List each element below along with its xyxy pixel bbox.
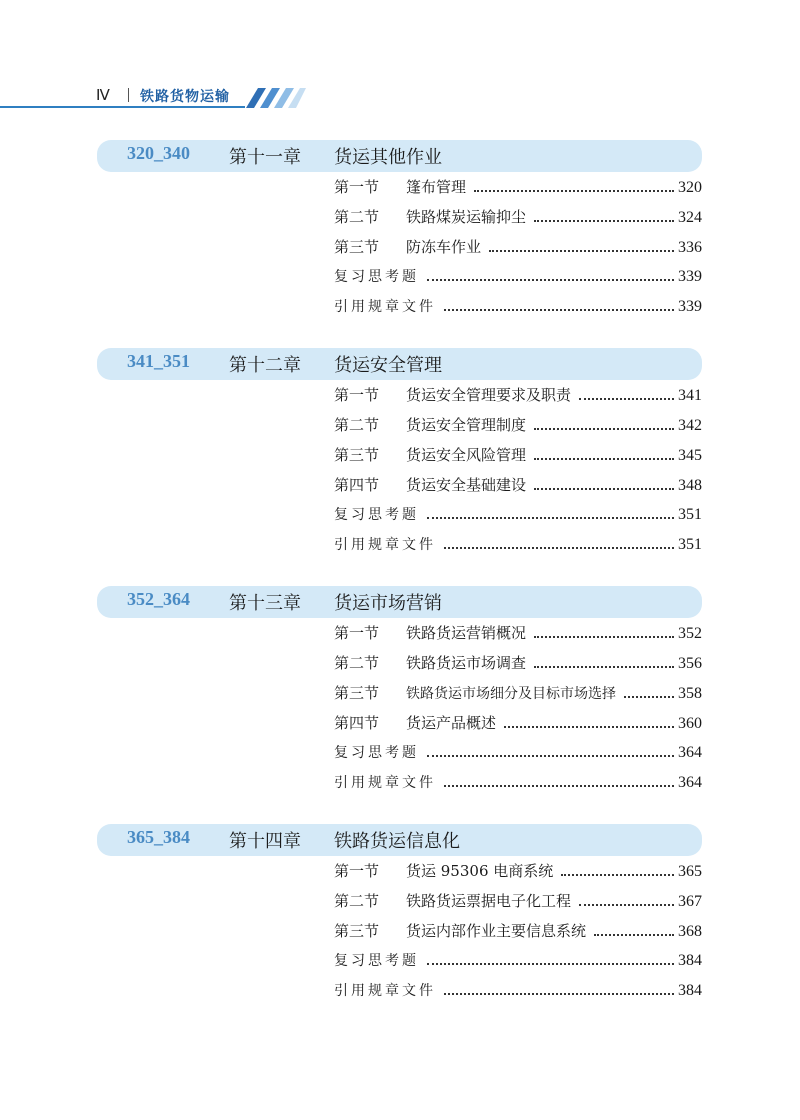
leader-dots (427, 962, 674, 965)
section-number: 第二节 (334, 208, 380, 226)
page-ref: 364 (678, 744, 702, 761)
leader-dots (444, 992, 674, 995)
toc-entry[interactable] (334, 236, 702, 260)
toc-entry[interactable] (334, 682, 702, 706)
section-title: 铁路货运票据电子化工程 (406, 892, 572, 910)
page-ref: 356 (678, 655, 702, 672)
leader-dots (504, 725, 674, 728)
section-number: 第一节 (334, 862, 380, 880)
page-number: Ⅳ (96, 88, 110, 104)
section-number: 第三节 (334, 238, 380, 256)
section-number: 第一节 (334, 386, 380, 404)
chapter-number: 第十三章 (229, 593, 301, 614)
header-separator (128, 88, 129, 102)
running-header (0, 84, 800, 114)
page-ref: 339 (678, 268, 702, 285)
page-ref: 351 (678, 506, 702, 523)
toc-entry-review[interactable] (334, 266, 702, 290)
review-questions-label: 复习思考题 (334, 269, 419, 285)
leader-dots (579, 397, 674, 400)
page-ref: 348 (678, 477, 702, 494)
chapter-page-range: 341_351 (127, 351, 190, 371)
page-ref: 320 (678, 179, 702, 196)
leader-dots (534, 487, 674, 490)
section-number: 第一节 (334, 624, 380, 642)
section-title: 铁路货运市场调查 (406, 654, 527, 672)
review-questions-label: 复习思考题 (334, 953, 419, 969)
page-ref: 351 (678, 536, 702, 553)
leader-dots (444, 546, 674, 549)
page-ref: 367 (678, 893, 702, 910)
page-ref: 341 (678, 387, 702, 404)
toc-entry[interactable] (334, 622, 702, 646)
page-ref: 360 (678, 715, 702, 732)
leader-dots (489, 249, 674, 252)
section-number: 第一节 (334, 178, 380, 196)
page-ref: 345 (678, 447, 702, 464)
toc-entry[interactable] (334, 414, 702, 438)
leader-dots (427, 278, 674, 281)
toc-entry[interactable] (334, 384, 702, 408)
toc-entry-references[interactable] (334, 296, 702, 320)
chapter-page-range: 320_340 (127, 143, 190, 163)
toc-entry[interactable] (334, 652, 702, 676)
chapter-title: 货运市场营销 (334, 593, 442, 614)
leader-dots (624, 695, 674, 698)
page-ref: 358 (678, 685, 702, 702)
references-label: 引用规章文件 (334, 775, 436, 791)
page-ref: 384 (678, 982, 702, 999)
section-title: 货运安全管理要求及职责 (406, 386, 572, 404)
leader-dots (444, 308, 674, 311)
toc-entry[interactable] (334, 444, 702, 468)
section-title: 货运安全管理制度 (406, 416, 527, 434)
leader-dots (534, 635, 674, 638)
page-ref: 364 (678, 774, 702, 791)
toc-entry[interactable] (334, 920, 702, 944)
chapter-number: 第十四章 (229, 831, 301, 852)
page-ref: 352 (678, 625, 702, 642)
chapter-number: 第十一章 (229, 147, 301, 168)
page-ref: 342 (678, 417, 702, 434)
section-title: 货运安全基础建设 (406, 476, 527, 494)
references-label: 引用规章文件 (334, 537, 436, 553)
chapter-title: 货运其他作业 (334, 147, 442, 168)
page-ref: 339 (678, 298, 702, 315)
leader-dots (534, 427, 674, 430)
toc-entry-references[interactable] (334, 772, 702, 796)
toc-entry[interactable] (334, 890, 702, 914)
section-title: 铁路货运营销概况 (406, 624, 527, 642)
toc-entry[interactable] (334, 712, 702, 736)
section-title: 货运产品概述 (406, 714, 497, 732)
section-title: 防冻车作业 (406, 238, 482, 256)
book-title: 铁路货物运输 (140, 89, 230, 105)
section-number: 第四节 (334, 476, 380, 494)
leader-dots (444, 784, 674, 787)
toc-entry-review[interactable] (334, 504, 702, 528)
chapter-page-range: 365_384 (127, 827, 190, 847)
page-ref: 368 (678, 923, 702, 940)
section-title: 货运安全风险管理 (406, 446, 527, 464)
toc-entry-references[interactable] (334, 534, 702, 558)
leader-dots (474, 189, 674, 192)
toc-entry-review[interactable] (334, 742, 702, 766)
toc-entry[interactable] (334, 474, 702, 498)
leader-dots (534, 665, 674, 668)
toc-entry-review[interactable] (334, 950, 702, 974)
leader-dots (534, 457, 674, 460)
review-questions-label: 复习思考题 (334, 745, 419, 761)
chapter-page-range: 352_364 (127, 589, 190, 609)
section-number: 第四节 (334, 714, 380, 732)
section-number: 第二节 (334, 892, 380, 910)
section-number: 第三节 (334, 684, 380, 702)
leader-dots (594, 933, 674, 936)
section-title: 铁路货运市场细分及目标市场选择 (406, 686, 616, 702)
section-title: 货运内部作业主要信息系统 (406, 922, 587, 940)
toc-entry-references[interactable] (334, 980, 702, 1004)
section-number: 第三节 (334, 922, 380, 940)
leader-dots (427, 754, 674, 757)
leader-dots (534, 219, 674, 222)
review-questions-label: 复习思考题 (334, 507, 419, 523)
page-ref: 365 (678, 863, 702, 880)
toc-entry[interactable] (334, 860, 702, 884)
section-number: 第三节 (334, 446, 380, 464)
page-ref: 336 (678, 239, 702, 256)
section-title: 铁路煤炭运输抑尘 (406, 208, 527, 226)
page-ref: 384 (678, 952, 702, 969)
section-number: 第二节 (334, 416, 380, 434)
page-ref: 324 (678, 209, 702, 226)
section-number: 第二节 (334, 654, 380, 672)
chapter-title: 铁路货运信息化 (334, 831, 460, 852)
leader-dots (579, 903, 674, 906)
header-stripes-decoration (236, 88, 306, 108)
chapter-number: 第十二章 (229, 355, 301, 376)
leader-dots (561, 873, 674, 876)
leader-dots (427, 516, 674, 519)
chapter-title: 货运安全管理 (334, 355, 442, 376)
references-label: 引用规章文件 (334, 299, 436, 315)
toc-entry[interactable] (334, 176, 702, 200)
header-rule (0, 106, 245, 108)
toc-entry[interactable] (334, 206, 702, 230)
references-label: 引用规章文件 (334, 983, 436, 999)
section-title: 篷布管理 (406, 178, 467, 196)
section-title: 货运 95306 电商系统 (406, 862, 554, 880)
